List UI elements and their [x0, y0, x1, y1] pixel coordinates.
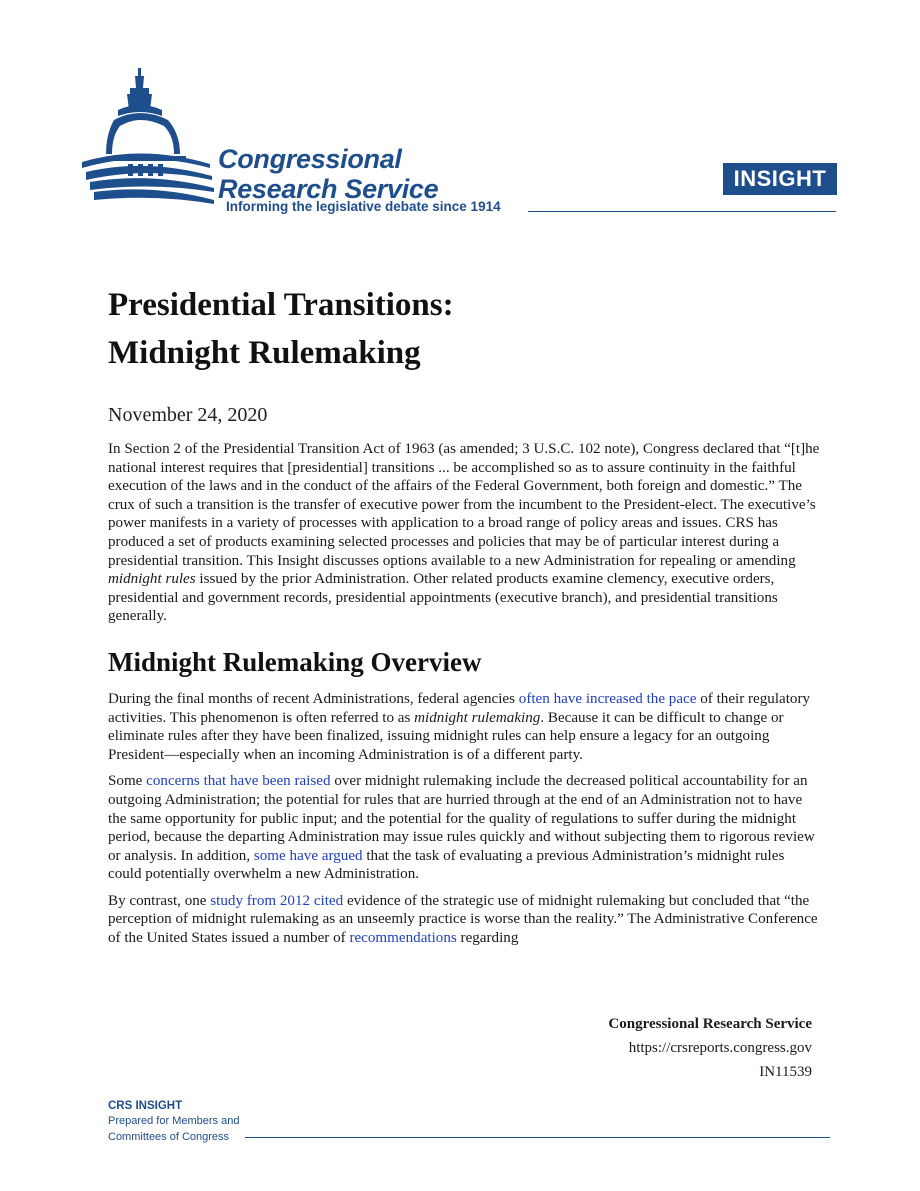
footer-url[interactable]: https://crsreports.congress.gov: [628, 1040, 812, 1056]
intro-text-2: issued by the prior Administration. Other related products examine clemency, executive orders, presidential and government records, presidential appointments (executive branch), and presidential transitions generally.: [108, 571, 778, 625]
paragraph-2: [108, 772, 820, 884]
p3-text-1: By contrast, one: [108, 892, 211, 909]
footer-org: Congressional Research Service: [608, 1016, 812, 1032]
section-heading: Midnight Rulemaking Overview: [108, 646, 482, 677]
prepared-for-line-2: Committees of Congress: [108, 1131, 230, 1143]
intro-paragraph: [108, 440, 820, 626]
header-divider: [528, 211, 836, 212]
tagline: Informing the legislative debate since 1914: [226, 199, 501, 214]
link-recommendations[interactable]: recommendations: [349, 930, 457, 947]
link-study-2012[interactable]: study from 2012 cited: [210, 892, 344, 909]
paragraph-1: [108, 690, 820, 764]
header: [0, 0, 920, 240]
link-concerns-raised[interactable]: concerns that have been raised: [146, 773, 331, 790]
intro-italic-term: midnight rules: [108, 571, 196, 588]
insight-badge: INSIGHT: [723, 163, 837, 195]
p2-text-1: Some: [108, 773, 147, 790]
prepared-for-line-1: Prepared for Members and: [108, 1115, 240, 1127]
p1-italic-term: midnight rulemaking: [414, 709, 541, 726]
p3-text-3: regarding: [456, 930, 519, 947]
p1-text-1: During the final months of recent Administrations, federal agencies: [108, 690, 519, 707]
bottom-label: [108, 1099, 239, 1145]
p1-text-3: . Because it can be difficult to change or eliminate rules after they have been finalized, issuing midnight rules can help ensure a legacy for an outgoing President—especially when an incoming Administration is of a different party.: [108, 709, 784, 763]
title-line-1: Presidential Transitions:: [108, 287, 454, 323]
bottom-divider: [245, 1137, 830, 1138]
crs-insight-label: CRS INSIGHT: [108, 1100, 183, 1112]
footer-report-id: IN11539: [759, 1064, 812, 1080]
link-often-increased-pace[interactable]: often have increased the pace: [518, 690, 697, 707]
p3-text-2: evidence of the strategic use of midnight rulemaking but concluded that “the perception of midnight rulemaking as an unseemly practice is worse than the reality.” The Administrative Conference of the United States issued a number of: [108, 892, 818, 947]
page-title: [108, 281, 828, 377]
page-footer: [608, 1012, 812, 1084]
brand-line-2: Research Service: [218, 174, 439, 204]
p1-text-2: of their regulatory activities. This phenomenon is often referred to as: [108, 690, 811, 726]
capitol-dome-logo-icon: [80, 64, 220, 214]
publication-date: November 24, 2020: [108, 404, 268, 426]
title-line-2: Midnight Rulemaking: [108, 335, 421, 371]
crs-brand: [218, 144, 438, 204]
brand-line-1: Congressional: [218, 144, 402, 174]
intro-text-1: In Section 2 of the Presidential Transition Act of 1963 (as amended; 3 U.S.C. 102 note), Congress declared that “[t]he national interest requires that [presidential] transitions ... be accomplished so as to assure continuity in the faithful execution of the laws and in the conduct of the affairs of the Federal Government, both foreign and domestic.” The crux of such a transition is the transfer of executive power from the incumbent to the President-elect. The executive’s power manifests in a variety of processes with application to a broad range of policy areas and issues. CRS has produced a set of products examining selected processes and policies that may be of particular interest during a presidential transition. This Insight discusses options available to a new Administration for repealing or amending: [108, 441, 820, 569]
paragraph-3: [108, 892, 820, 948]
document-body: [108, 440, 820, 956]
p2-text-2: over midnight rulemaking include the decreased political accountability for an outgoing Administration; the potential for rules that are hurried through at the end of an Administration not to have the same opportunity for public input; and the potential for the quality of regulations to suffer during the midnight period, because the departing Administration may issue rules quickly and without subjecting them to rigorous review or analysis. In addition,: [108, 773, 815, 864]
p2-text-3: that the task of evaluating a previous Administration’s midnight rules could potentially overwhelm a new Administration.: [108, 847, 785, 883]
link-some-have-argued[interactable]: some have argued: [253, 847, 363, 864]
